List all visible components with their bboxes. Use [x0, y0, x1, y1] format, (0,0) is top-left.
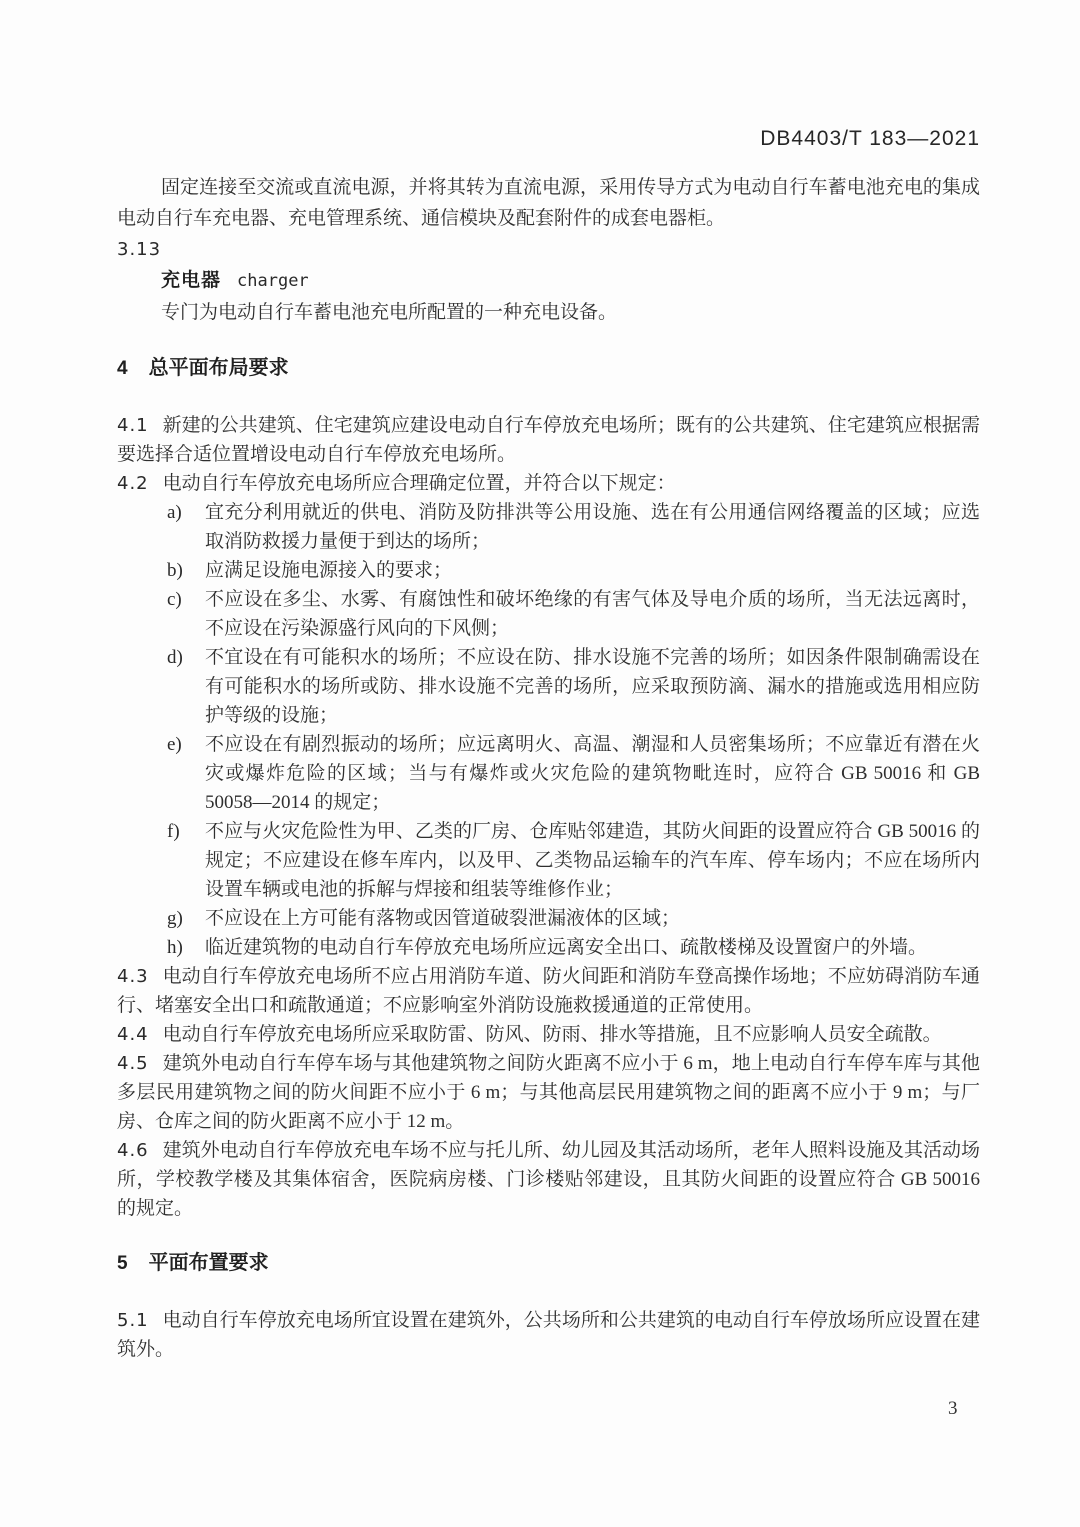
document-body	[117, 172, 980, 1364]
list-label-d: d)	[167, 647, 183, 668]
list-item-h	[117, 933, 980, 962]
term-line	[117, 265, 980, 297]
list-text-b: 应满足设施电源接入的要求；	[205, 560, 453, 581]
clause-5-1	[117, 1306, 980, 1364]
clause-3-13-number: 3.13	[117, 239, 162, 260]
list-label-g: g)	[167, 908, 183, 929]
list-item-e	[117, 730, 980, 817]
list-text-f: 不应与火灾危险性为甲、乙类的厂房、仓库贴邻建造，其防火间距的设置应符合 GB 50016 的规定；不应建设在修车库内，以及甲、乙类物品运输车的汽车库、停车场内；不应在场所内设置车辆或电池的拆解与焊接和组装等维修作业；	[205, 821, 980, 900]
section-5-number: 5	[117, 1253, 129, 1274]
clause-4-1	[117, 411, 980, 469]
list-item-d	[117, 643, 980, 730]
section-4-title: 总平面布局要求	[148, 357, 289, 379]
list-text-d: 不宜设在有可能积水的场所；不应设在防、排水设施不完善的场所；如因条件限制确需设在有可能积水的场所或防、排水设施不完善的场所，应采取预防滴、漏水的措施或选用相应防护等级的设施；	[205, 647, 980, 726]
list-text-e: 不应设在有剧烈振动的场所；应远离明火、高温、潮湿和人员密集场所；不应靠近有潜在火灾或爆炸危险的区域；当与有爆炸或火灾危险的建筑物毗连时，应符合 GB 50016 和 GB 50058—2014 的规定；	[205, 734, 980, 813]
clause-4-6-number: 4.6	[117, 1140, 149, 1161]
clause-4-2	[117, 469, 980, 498]
list-item-f	[117, 817, 980, 904]
page-header	[117, 0, 980, 152]
clause-4-3	[117, 962, 980, 1020]
list-item-g	[117, 904, 980, 933]
doc-code: DB4403/T 183—2021	[760, 127, 980, 150]
section-4-number: 4	[117, 358, 129, 379]
clause-5-1-text: 电动自行车停放充电场所宜设置在建筑外，公共场所和公共建筑的电动自行车停放场所应设置在建筑外。	[117, 1310, 980, 1360]
clause-4-3-text: 电动自行车停放充电场所不应占用消防车道、防火间距和消防车登高操作场地；不应妨碍消防车通行、堵塞安全出口和疏散通道；不应影响室外消防设施救援通道的正常使用。	[117, 966, 980, 1016]
clause-4-5-number: 4.5	[117, 1053, 149, 1074]
clause-4-4-text: 电动自行车停放充电场所应采取防雷、防风、防雨、排水等措施，且不应影响人员安全疏散。	[162, 1024, 942, 1045]
clause-4-3-number: 4.3	[117, 966, 149, 987]
section-5-heading	[117, 1248, 980, 1279]
term-zh: 充电器	[161, 270, 222, 291]
clause-4-6	[117, 1136, 980, 1223]
clause-4-5	[117, 1049, 980, 1136]
list-item-a	[117, 498, 980, 556]
section-5-title: 平面布置要求	[148, 1252, 269, 1274]
list-label-f: f)	[167, 821, 180, 842]
list-text-g: 不应设在上方可能有落物或因管道破裂泄漏液体的区域；	[205, 908, 681, 929]
list-item-b	[117, 556, 980, 585]
clause-4-5-text: 建筑外电动自行车停车场与其他建筑物之间防火距离不应小于 6 m，地上电动自行车停车库与其他多层民用建筑物之间的防火间距不应小于 6 m；与其他高层民用建筑物之间的距离不应小于 9 m；与厂房、仓库之间的防火距离不应小于 12 m。	[117, 1053, 980, 1132]
clause-4-1-text: 新建的公共建筑、住宅建筑应建设电动自行车停放充电场所；既有的公共建筑、住宅建筑应根据需要选择合适位置增设电动自行车停放充电场所。	[117, 415, 980, 465]
clause-4-4	[117, 1020, 980, 1049]
term-en: charger	[237, 271, 309, 291]
clause-4-2-text: 电动自行车停放充电场所应合理确定位置，并符合以下规定：	[162, 473, 676, 494]
section-4-heading	[117, 353, 980, 384]
clause-4-2-number: 4.2	[117, 473, 149, 494]
intro-paragraph: 固定连接至交流或直流电源，并将其转为直流电源，采用传导方式为电动自行车蓄电池充电的集成电动自行车充电器、充电管理系统、通信模块及配套附件的成套电器柜。	[117, 177, 980, 229]
clause-4-6-text: 建筑外电动自行车停放充电车场不应与托儿所、幼儿园及其活动场所，老年人照料设施及其活动场所，学校教学楼及其集体宿舍，医院病房楼、门诊楼贴邻建设，且其防火间距的设置应符合 GB 50016 的规定。	[117, 1140, 980, 1219]
list-label-c: c)	[167, 589, 182, 610]
clause-4-2-list	[117, 498, 980, 962]
clause-4-4-number: 4.4	[117, 1024, 149, 1045]
list-label-b: b)	[167, 560, 183, 581]
list-text-h: 临近建筑物的电动自行车停放充电场所应远离安全出口、疏散楼梯及设置窗户的外墙。	[205, 937, 928, 958]
list-item-c	[117, 585, 980, 643]
list-label-h: h)	[167, 937, 183, 958]
list-text-c: 不应设在多尘、水雾、有腐蚀性和破坏绝缘的有害气体及导电介质的场所，当无法远离时，不应设在污染源盛行风向的下风侧；	[205, 589, 980, 639]
list-label-a: a)	[167, 502, 182, 523]
clause-5-1-number: 5.1	[117, 1310, 149, 1331]
list-label-e: e)	[167, 734, 182, 755]
page-number: 3	[948, 1398, 958, 1419]
clause-4-1-number: 4.1	[117, 415, 149, 436]
list-text-a: 宜充分利用就近的供电、消防及防排洪等公用设施、选在有公用通信网络覆盖的区域；应选取消防救援力量便于到达的场所；	[205, 502, 980, 552]
term-definition: 专门为电动自行车蓄电池充电所配置的一种充电设备。	[161, 302, 618, 323]
